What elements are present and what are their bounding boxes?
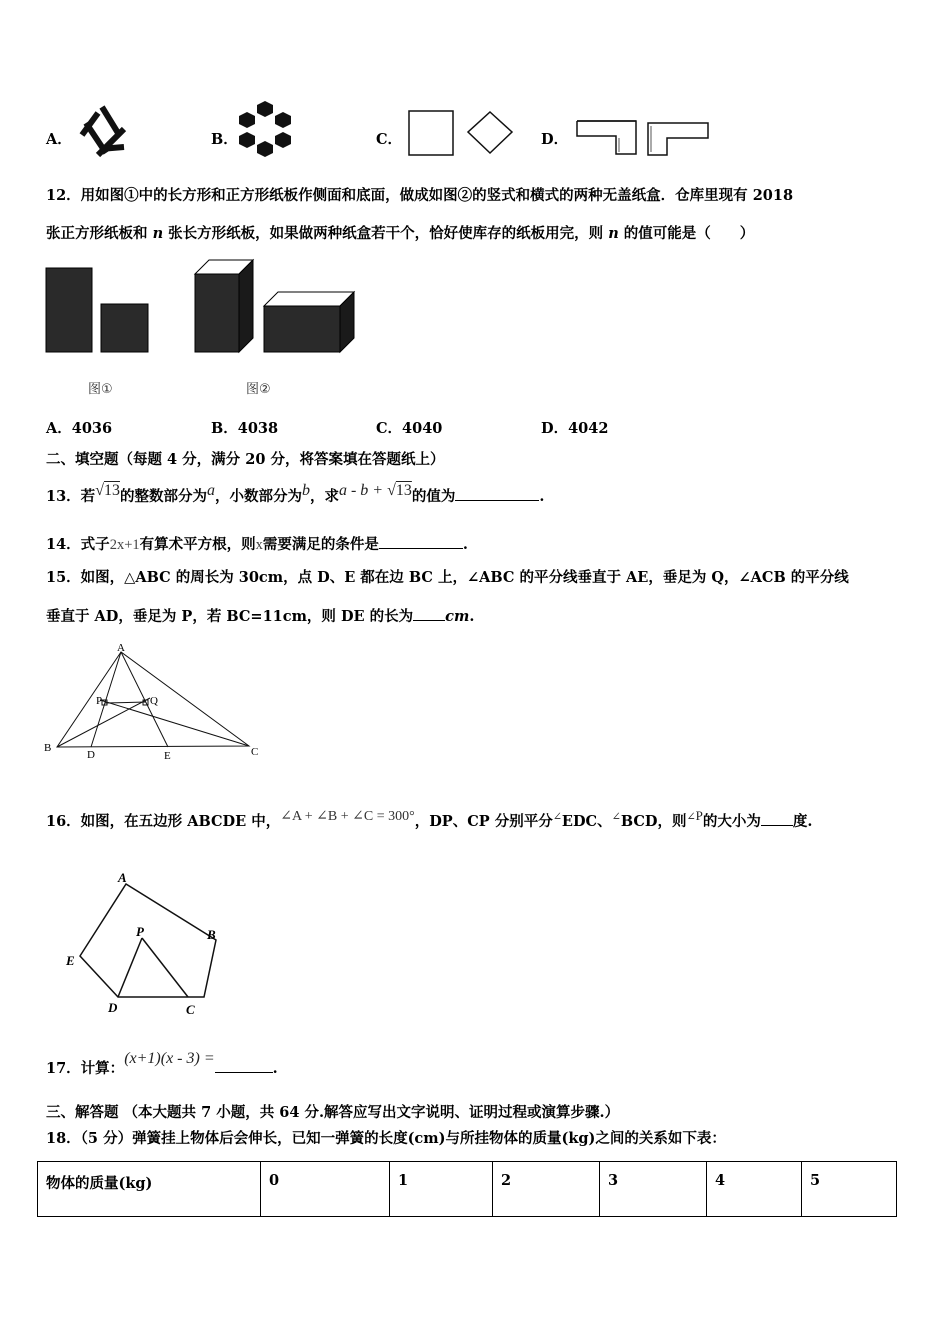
- q13-prefix: 13．若: [46, 488, 96, 505]
- q13-answer-blank[interactable]: [455, 486, 539, 501]
- q12-option-a: A．4036: [46, 420, 113, 437]
- q12-line2-part3: 的值可能是（ ）: [618, 225, 755, 242]
- q15-label-b: B: [44, 742, 52, 754]
- q16-label-a: A: [118, 870, 127, 885]
- q16-answer-blank[interactable]: [761, 811, 793, 826]
- q14-mid: 有算术平方根，则: [139, 536, 256, 553]
- q13-expr-ab: a - b +: [338, 482, 388, 499]
- table-cell: 4: [707, 1162, 802, 1217]
- q12-fig2-caption: 图②: [246, 382, 271, 397]
- q16-label-b: B: [207, 927, 216, 942]
- q12-n-var: n: [152, 225, 164, 242]
- q15-line1: 15．如图，△ABC 的周长为 30cm，点 D、E 都在边 BC 上，∠ABC 的平分线垂直于 AE，垂足为 Q，∠ACB 的平分线: [46, 569, 849, 586]
- q14-suffix: 需要满足的条件是: [262, 536, 379, 553]
- q11-option-c-label: C．: [376, 131, 403, 148]
- q15-label-p: P: [96, 695, 103, 707]
- section3-heading: 三、解答题 （本大题共 7 小题，共 64 分.解答应写出文字说明、证明过程或演算步骤.）: [46, 1104, 620, 1121]
- table-cell: 0: [261, 1162, 390, 1217]
- q14-var-x: x: [255, 537, 263, 553]
- q13-mid1: 的整数部分为: [119, 488, 207, 505]
- q14-prefix: 14．式子: [46, 536, 110, 553]
- q15-line2-text: 垂直于 AD，垂足为 P，若 BC=11cm，则 DE 的长为: [46, 608, 414, 625]
- q12-line2: [46, 224, 754, 244]
- square-board: [101, 304, 148, 352]
- q12-n-var-2: n: [608, 225, 619, 242]
- q15-label-e: E: [164, 750, 171, 762]
- q17-end: .: [272, 1060, 278, 1077]
- q16-pentagon-figure: [58, 866, 228, 1021]
- q14-expression: 2x+1: [109, 537, 140, 553]
- q12-line2-part1: 张正方形纸板和: [46, 225, 153, 242]
- q13-end: .: [539, 488, 545, 505]
- q18-text: 18．（5 分）弹簧挂上物体后会伸长，已知一弹簧的长度(cm)与所挂物体的质量(kg)之间的关系如下表：: [46, 1130, 726, 1147]
- vertical-box: [195, 260, 253, 352]
- q15-answer-blank[interactable]: [413, 606, 445, 621]
- q12-option-d: D．4042: [541, 420, 609, 437]
- triangle-arrows-figure: [76, 103, 130, 159]
- q16-angle-sum: ∠A + ∠B + ∠C = 300°: [280, 809, 415, 824]
- q12-line1: 12．用如图①中的长方形和正方形纸板作侧面和底面，做成如图②的竖式和横式的两种无盖纸盒．仓库里现有 2018: [46, 187, 794, 204]
- horizontal-box: [264, 292, 354, 352]
- q15-end: .: [469, 608, 475, 625]
- q13-line: [46, 482, 545, 507]
- q12-option-c: C．4040: [376, 420, 443, 437]
- q16-edc: EDC、: [561, 813, 612, 830]
- q15-label-a: A: [117, 642, 125, 654]
- q14-line: [46, 534, 468, 555]
- q18-mass-table: [37, 1161, 897, 1217]
- q13-var-b: b: [301, 482, 310, 499]
- q12-fig1-caption: 图①: [88, 382, 113, 397]
- q16-line: [46, 808, 813, 833]
- q11-option-b-label: B．: [211, 131, 238, 148]
- q17-prefix: 17．计算：: [46, 1060, 125, 1077]
- table-cell: 2: [493, 1162, 600, 1217]
- q15-label-d: D: [87, 749, 95, 761]
- q12-line2-part2: 张长方形纸板，如果做两种纸盒若干个，恰好使库存的纸板用完，则: [163, 225, 609, 242]
- q11-option-a-label: A．: [46, 131, 72, 148]
- q13-expression: a - b + √13: [338, 482, 412, 499]
- q12-boards-figure: [44, 258, 364, 358]
- q16-label-c: C: [186, 1002, 195, 1017]
- q17-line: [46, 1050, 278, 1079]
- l-shapes-figure: [574, 118, 714, 158]
- q13-suffix: 的值为: [411, 488, 456, 505]
- square-diamond-figure: [406, 108, 516, 158]
- q16-mid: ，DP、CP 分别平分: [414, 813, 553, 830]
- q15-triangle-figure: [42, 640, 267, 765]
- q11-option-d-label: D．: [541, 131, 569, 148]
- rectangle-board: [46, 268, 92, 352]
- q13-expr-radicand: 13: [395, 482, 412, 499]
- q12-option-b: B．4038: [211, 420, 279, 437]
- q16-label-e: E: [66, 953, 75, 968]
- q16-suffix: 的大小为: [702, 813, 761, 830]
- table-row: [38, 1162, 897, 1217]
- table-cell: 3: [600, 1162, 707, 1217]
- q16-angle-icon-1: ∠: [552, 811, 562, 823]
- q13-mid2: ，小数部分为: [214, 488, 302, 505]
- q16-label-d: D: [108, 1000, 118, 1015]
- table-cell: 1: [390, 1162, 493, 1217]
- q14-end: .: [462, 536, 468, 553]
- sqrt13-expr: √13: [95, 482, 120, 499]
- section2-heading: 二、填空题（每题 4 分，满分 20 分，将答案填在答题纸上）: [46, 451, 445, 468]
- q16-prefix: 16．如图，在五边形 ABCDE 中，: [46, 813, 281, 830]
- q15-label-c: C: [251, 746, 259, 758]
- q16-bcd: BCD，则: [620, 813, 687, 830]
- q17-answer-blank[interactable]: [215, 1058, 273, 1073]
- q13-mid3: ，求: [309, 488, 339, 505]
- q15-label-q: Q: [150, 695, 158, 707]
- sqrt13-radicand: 13: [103, 482, 120, 499]
- q16-angle-icon-2: ∠: [611, 811, 621, 823]
- q16-var-p: P: [695, 808, 703, 823]
- q16-unit: 度.: [792, 813, 813, 830]
- q16-angle-icon-3: ∠: [686, 811, 696, 823]
- q15-line2: [46, 606, 474, 627]
- q17-expression: (x+1)(x - 3) =: [124, 1050, 215, 1067]
- q15-unit: cm: [445, 608, 470, 625]
- q13-var-a: a: [206, 482, 215, 499]
- q14-answer-blank[interactable]: [379, 534, 463, 549]
- table-header-cell: 物体的质量(kg): [38, 1162, 261, 1217]
- q16-label-p: P: [136, 924, 144, 939]
- table-cell: 5: [802, 1162, 897, 1217]
- hexagon-ring-figure: [238, 99, 296, 159]
